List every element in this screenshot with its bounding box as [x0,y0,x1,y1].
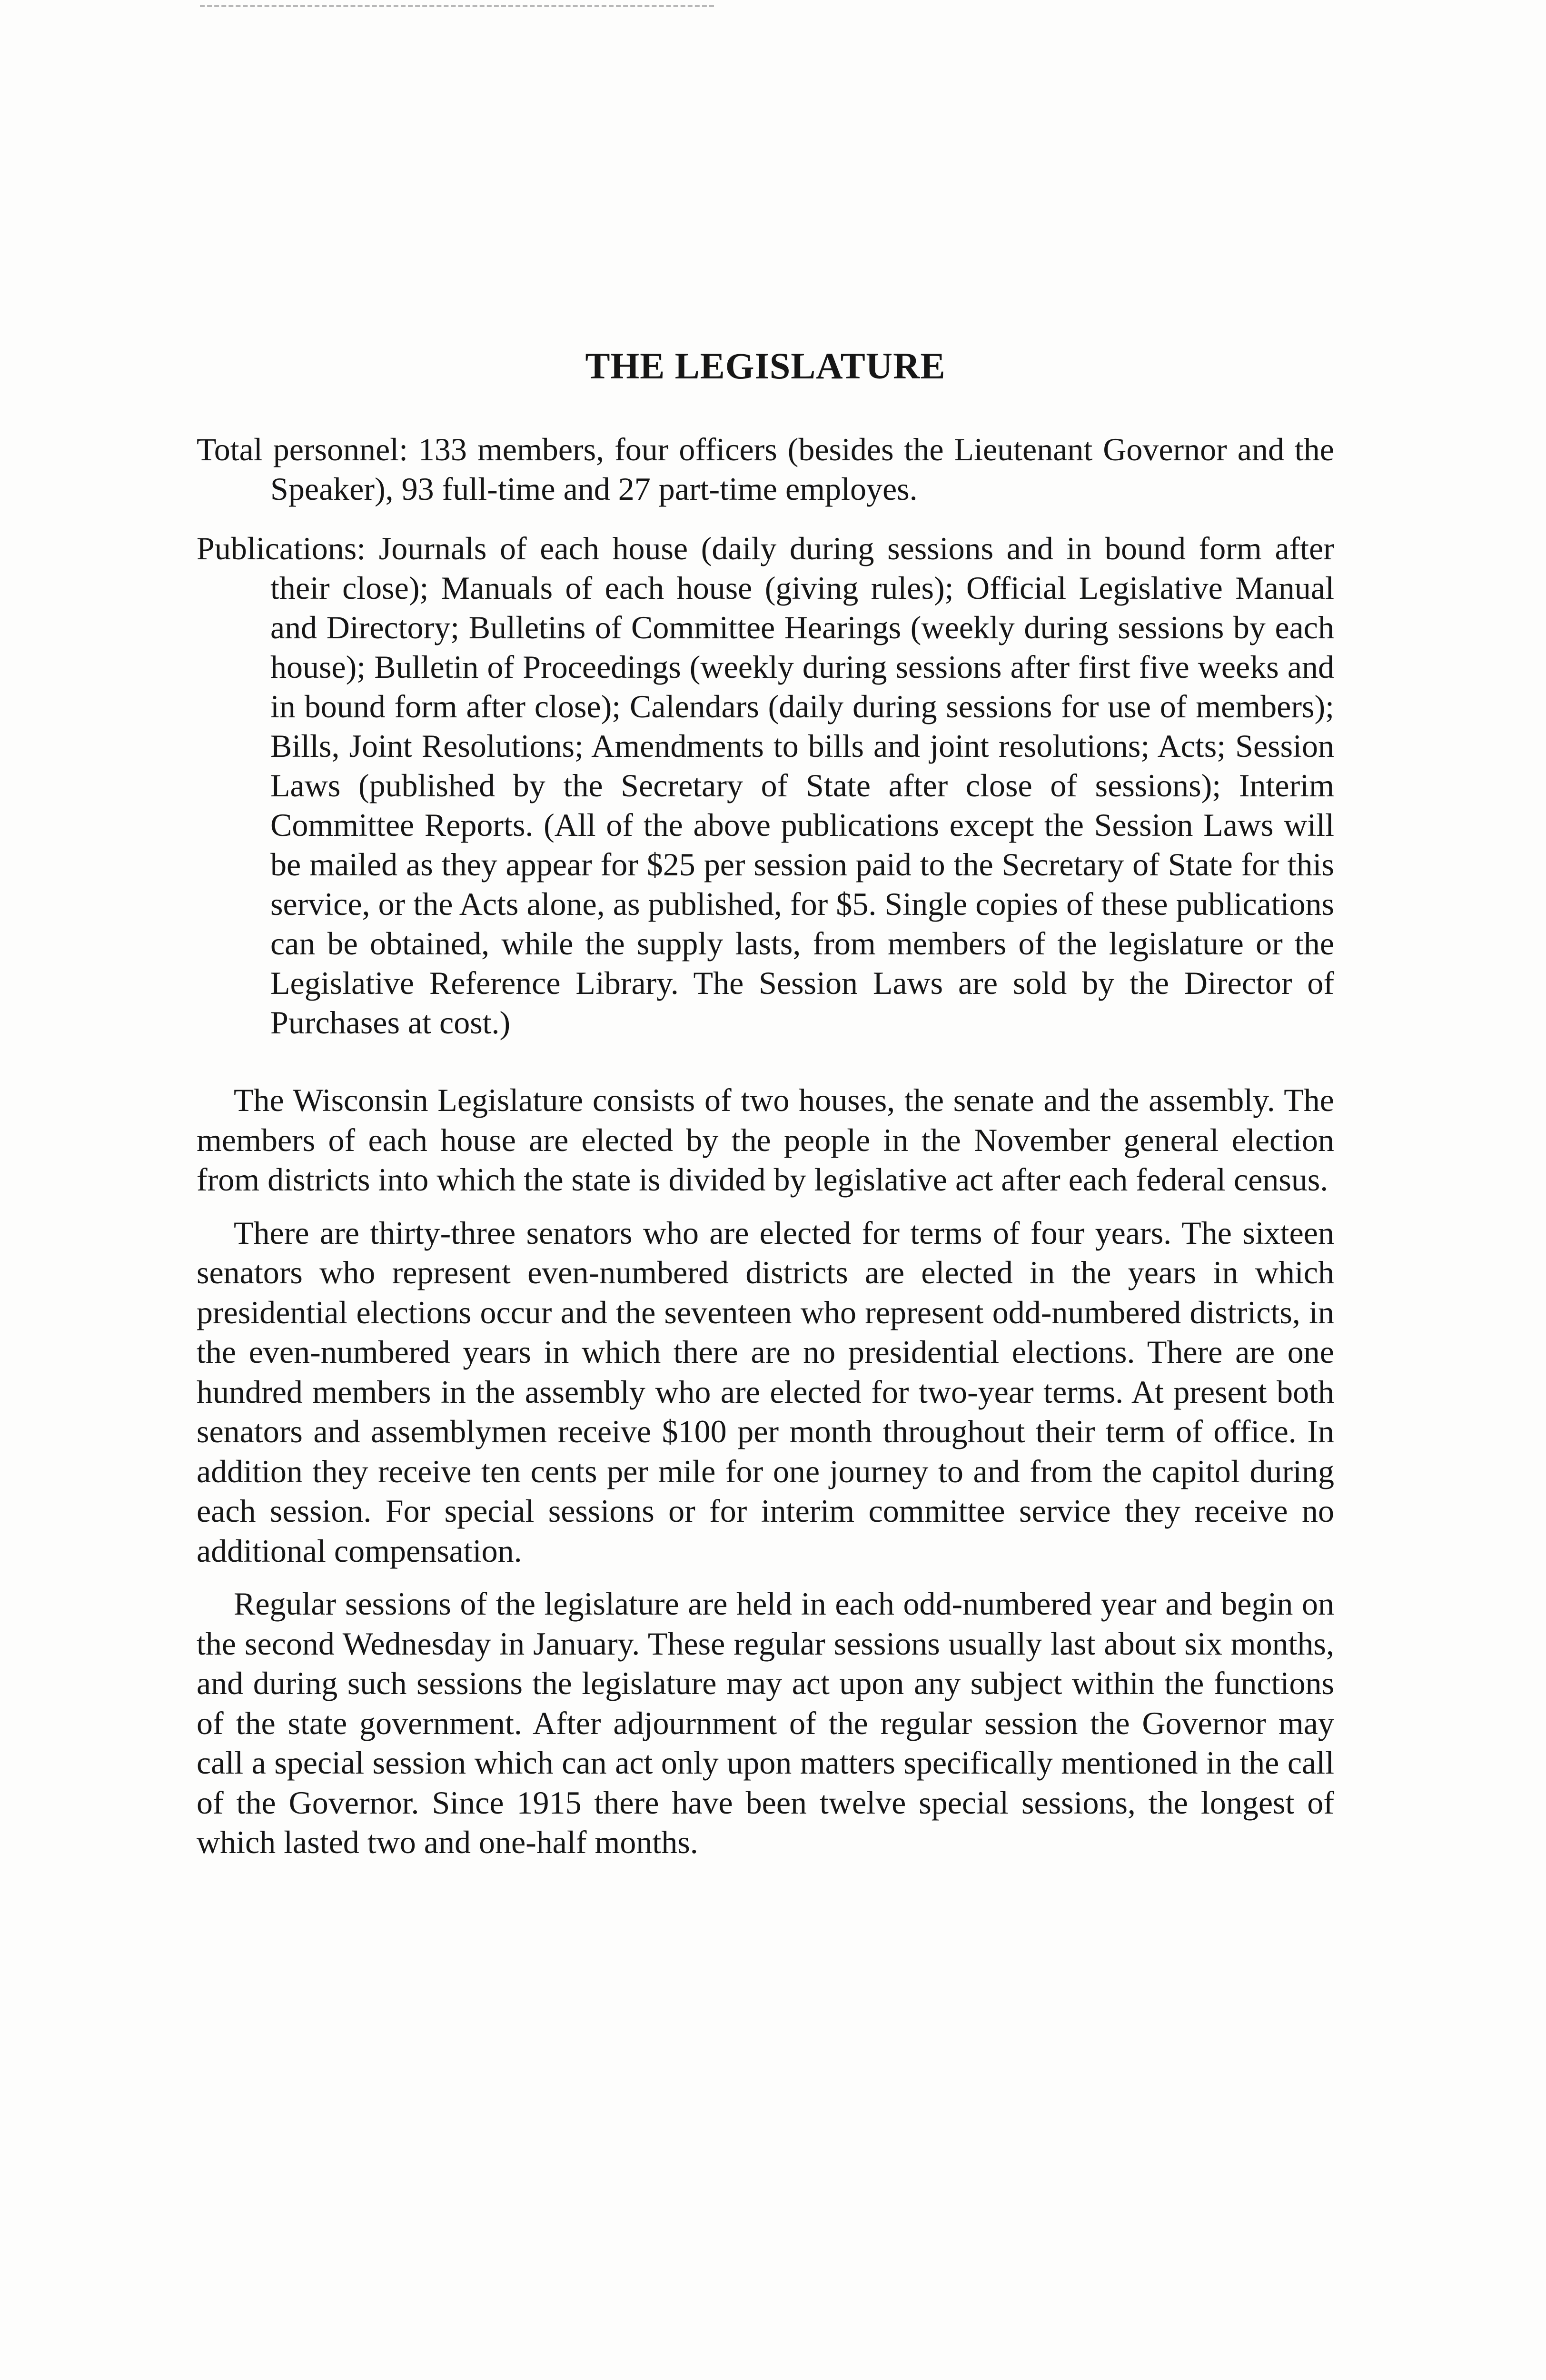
paragraph-houses: The Wisconsin Legislature consists of two houses, the senate and the assembly. The members of each house are elected by the people in the November general election from districts into which the state is divided by legislative act after each federal census. [197,1082,1334,1198]
page-title: THE LEGISLATURE [585,345,946,387]
paragraph-senators: There are thirty-three senators who are elected for terms of four years. The sixteen senators who represent even-numbered districts are elected in the years in which presidential elections occur and the seventeen who represent odd-numbered districts, in the even-numbered years in which there are no presidential elections. There are one hundred members in the assembly who are elected for two-year terms. At present both senators and assemblymen receive $100 per month throughout their term of office. In addition they receive ten cents per mile for one journey to and from the capitol during each session. For special sessions or for interim committee service they receive no additional compensation. [197,1214,1334,1569]
paragraph-sessions: Regular sessions of the legislature are held in each odd-numbered year and begin on the second Wednesday in January. These regular sessions usually last about six months, and during such sessions the legislature may act upon any subject within the functions of the state government. After adjournment of the regular session the Governor may call a special session which can act only upon matters specifically mentioned in the call of the Governor. Since 1915 there have been twelve special sessions, the longest of which lasted two and one-half months. [197,1586,1334,1860]
scan-edge-mark [200,5,714,10]
personnel-entry: Total personnel: 133 members, four officers (besides the Lieutenant Governor and the Speaker), 93 full-time and 27 part-time employes. [197,431,1334,507]
page-content [197,347,1334,1876]
publications-entry: Publications: Journals of each house (daily during sessions and in bound form after their close); Manuals of each house (giving rules); Official Legislative Manual and Directory; Bulletins of Committee Hearings (weekly during sessions by each house); Bulletin of Proceedings (weekly during sessions after first five weeks and in bound form after close); Calendars (daily during sessions for use of members); Bills, Joint Resolutions; Amendments to bills and joint resolutions; Acts; Session Laws (published by the Secretary of State after close of sessions); Interim Committee Reports. (All of the above publications except the Session Laws will be mailed as they appear for $25 per session paid to the Secretary of State for this service, or the Acts alone, as published, for $5. Single copies of these publications can be obtained, while the supply lasts, from members of the legislature or the Legislative Reference Library. The Session Laws are sold by the Director of Purchases at cost.) [197,530,1334,1041]
